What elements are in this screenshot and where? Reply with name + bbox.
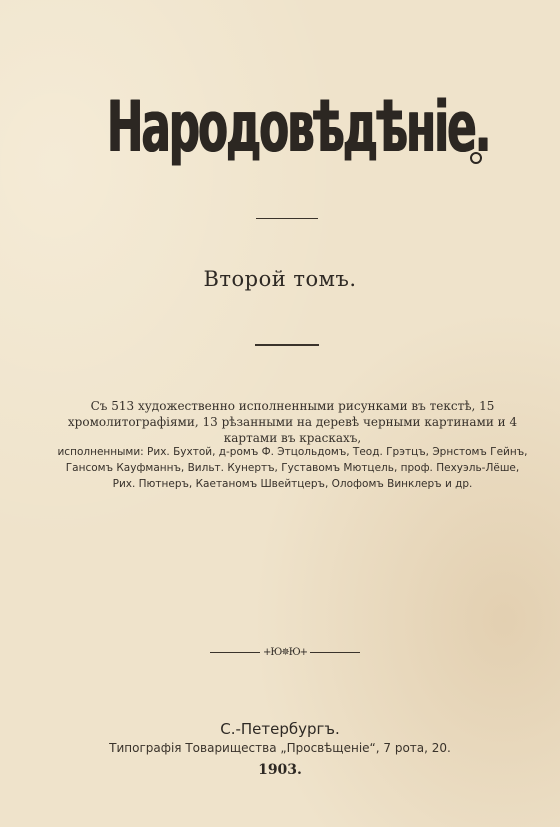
divider-rule [256,218,318,219]
ornament-line-left [210,652,260,653]
publication-year: 1903. [258,762,302,778]
ornament-glyph: +Ю✵Ю+ [263,646,308,658]
ornamental-divider [210,646,360,658]
illustrators-list: исполненными: Рих. Бухтой, д-ромъ Ф. Этцольдомъ, Теод. Грэтцъ, Эрнстомъ Гейнъ, Гансомъ Кауфманнъ, Вильт. Кунертъ, Густавомъ Мютцель, проф. Пехуэль-Лёше, Рих. Пютнеръ, Каетаномъ Швейтцеръ, Олофомъ Винклеръ и др. [57,446,528,490]
volume-label: Второй томъ. [203,267,357,291]
ornament-dot-icon [470,152,482,164]
printer-imprint: Типографія Товарищества „Просвѣщеніе“, 7 рота, 20. [109,741,451,755]
ornament-line-right [310,652,360,653]
illustrations-description: Съ 513 художественно исполненными рисунками въ текстѣ, 15 хромолитографіями, 13 рѣзанными на деревѣ черными картинами и 4 картами въ краскахъ, [67,399,518,445]
divider-rule-bold [255,344,319,346]
publication-city: С.-Петербургъ. [220,720,340,738]
book-title: Народовѣдѣніе. [106,86,489,168]
